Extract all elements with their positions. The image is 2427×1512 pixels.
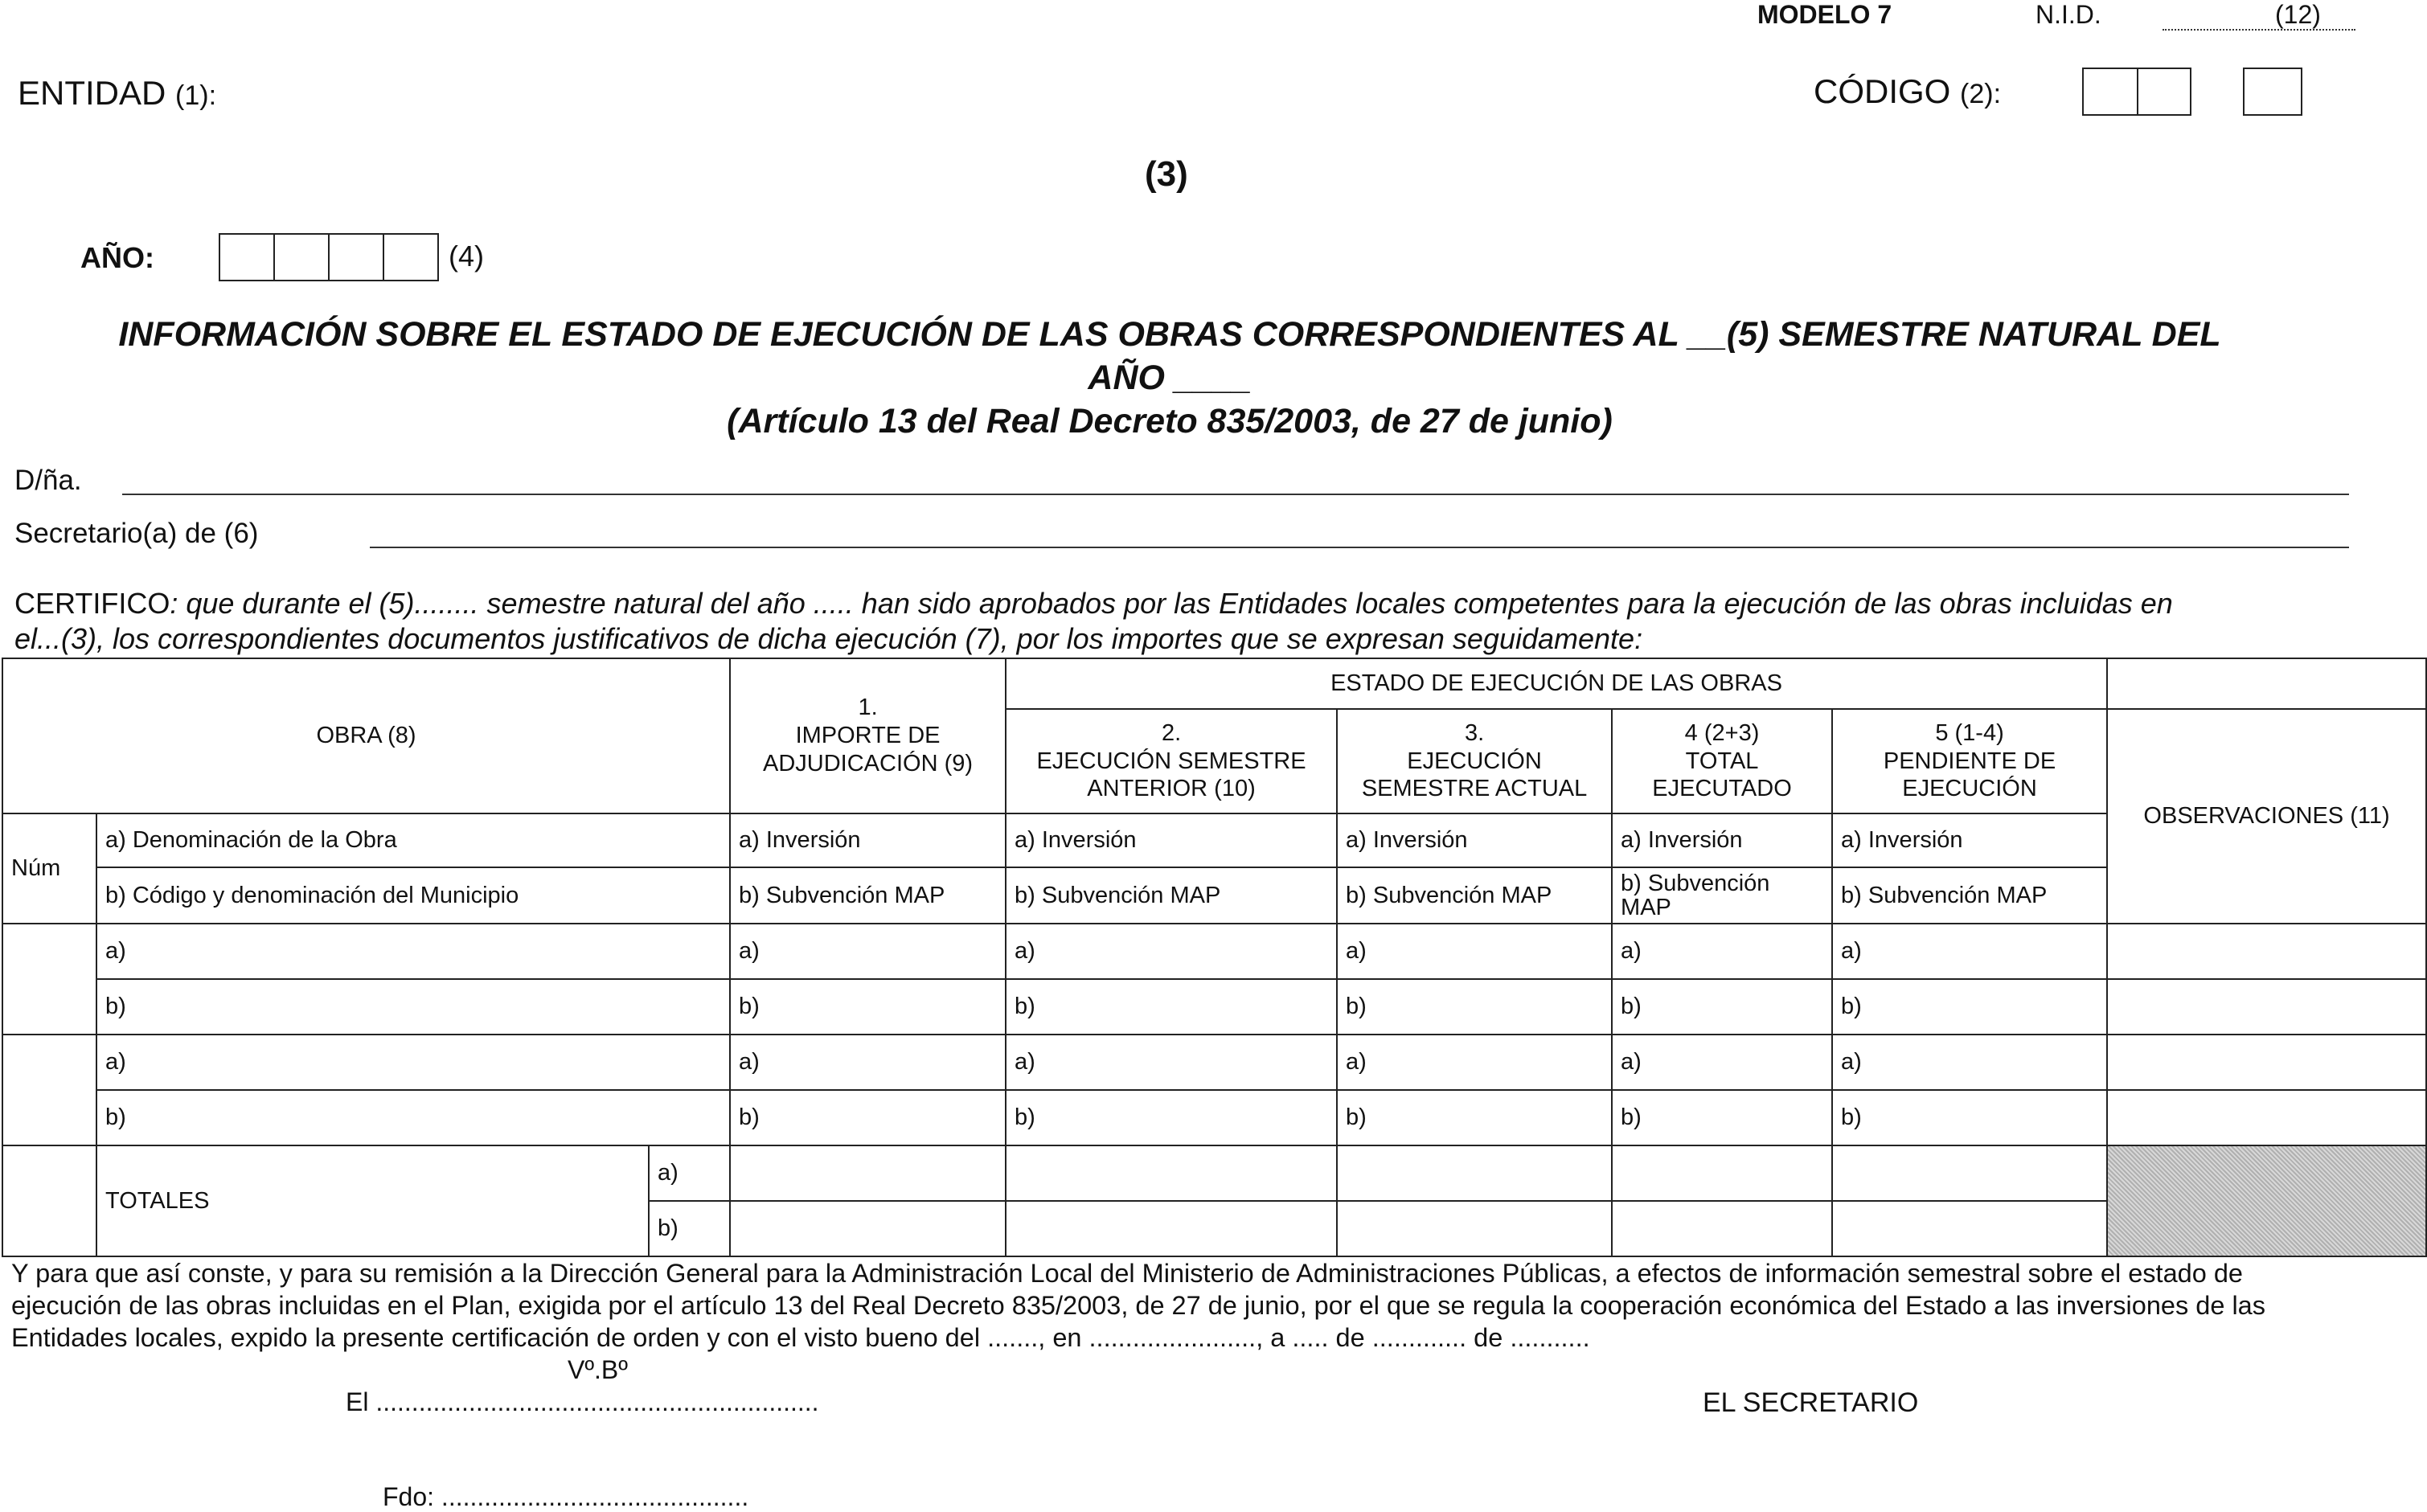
subvencion-header: b) Subvención MAP: [1006, 867, 1337, 924]
secretario-label: Secretario(a) de (6): [14, 518, 259, 549]
nid-label: N.I.D.: [2035, 0, 2101, 29]
entry-a-cell[interactable]: a): [96, 1035, 730, 1090]
entry-a-cell[interactable]: a): [1006, 1035, 1337, 1090]
works-table: [2, 658, 2427, 1257]
title-line-2: AÑO ____: [1088, 359, 1252, 397]
estado-header: ESTADO DE EJECUCIÓN DE LAS OBRAS: [1006, 658, 2107, 709]
importe-header: 1. IMPORTE DE ADJUDICACIÓN (9): [730, 658, 1006, 813]
totales-number-cell: [2, 1145, 96, 1256]
entry-a-cell[interactable]: a): [730, 924, 1006, 979]
totales-b-cell[interactable]: [1612, 1201, 1832, 1256]
obra-header: OBRA (8): [2, 658, 730, 813]
ano-field[interactable]: [219, 233, 439, 281]
ano-label: AÑO:: [80, 241, 154, 274]
totales-a-cell[interactable]: [1337, 1145, 1612, 1201]
entry-number-cell[interactable]: [2, 924, 96, 1035]
ano-ref: (4): [449, 240, 484, 272]
ejecucion-actual-header: 3. EJECUCIÓN SEMESTRE ACTUAL: [1337, 709, 1612, 813]
entry-b-cell[interactable]: b): [730, 979, 1006, 1035]
secretario-field[interactable]: [370, 547, 2349, 548]
entry-a-cell[interactable]: a): [1337, 924, 1612, 979]
nid-field[interactable]: [2163, 29, 2355, 31]
codigo-box-2[interactable]: [2243, 68, 2302, 116]
codigo-municipio-header: b) Código y denominación del Municipio: [96, 867, 730, 924]
entry-a-cell[interactable]: a): [1337, 1035, 1612, 1090]
totales-a-cell[interactable]: [1612, 1145, 1832, 1201]
entry-observaciones-cell[interactable]: [2107, 979, 2426, 1035]
ejecucion-anterior-header: 2. EJECUCIÓN SEMESTRE ANTERIOR (10): [1006, 709, 1337, 813]
title-line-1: INFORMACIÓN SOBRE EL ESTADO DE EJECUCIÓN DE LAS OBRAS CORRESPONDIENTES AL __(5) SEMESTRE NATURAL DEL: [118, 315, 2221, 354]
entry-a-cell[interactable]: a): [730, 1035, 1006, 1090]
totales-b-label: b): [649, 1201, 730, 1256]
codigo-label: CÓDIGO (2):: [1814, 72, 2002, 110]
subvencion-header: b) Subvención MAP: [1337, 867, 1612, 924]
entry-b-cell[interactable]: b): [1006, 979, 1337, 1035]
totales-label: TOTALES: [96, 1145, 649, 1256]
totales-a-cell[interactable]: [730, 1145, 1006, 1201]
entry-b-cell[interactable]: b): [1612, 979, 1832, 1035]
entry-observaciones-cell[interactable]: [2107, 1035, 2426, 1090]
nid-ref: (12): [2275, 0, 2321, 29]
codigo-box-1[interactable]: [2082, 68, 2191, 116]
inversion-header: a) Inversión: [1612, 813, 1832, 867]
pendiente-header: 5 (1-4) PENDIENTE DE EJECUCIÓN: [1832, 709, 2107, 813]
totales-a-cell[interactable]: [1006, 1145, 1337, 1201]
totales-a-cell[interactable]: [1832, 1145, 2107, 1201]
entry-a-cell[interactable]: a): [1832, 924, 2107, 979]
entry-a-cell[interactable]: a): [1832, 1035, 2107, 1090]
footer-line-1: Y para que así conste, y para su remisión a la Dirección General para la Administración Local del Ministerio de Administraciones Públicas, a efectos de información semestral sobre el estado de: [11, 1259, 2243, 1288]
inversion-header: a) Inversión: [1006, 813, 1337, 867]
entry-a-cell[interactable]: a): [1612, 1035, 1832, 1090]
entry-a-cell[interactable]: a): [1006, 924, 1337, 979]
totales-b-cell[interactable]: [730, 1201, 1006, 1256]
dna-label: D/ña.: [14, 465, 82, 496]
totales-b-cell[interactable]: [1006, 1201, 1337, 1256]
inversion-header: a) Inversión: [1337, 813, 1612, 867]
certifico-line-2: el...(3), los correspondientes documentos justificativos de dicha ejecución (7), por los importes que se expresan seguidamente:: [14, 622, 1643, 655]
subvencion-header: b) Subvención MAP: [730, 867, 1006, 924]
entry-b-cell[interactable]: b): [1006, 1090, 1337, 1145]
fdo-signature[interactable]: Fdo: ...........................................: [383, 1482, 749, 1511]
entry-a-cell[interactable]: a): [1612, 924, 1832, 979]
totales-b-cell[interactable]: [1832, 1201, 2107, 1256]
entry-b-cell[interactable]: b): [1832, 979, 2107, 1035]
model-number: MODELO 7: [1757, 0, 1892, 29]
entry-observaciones-cell[interactable]: [2107, 924, 2426, 979]
num-header: Núm: [2, 813, 96, 924]
denominacion-header: a) Denominación de la Obra: [96, 813, 730, 867]
signature-el[interactable]: El ..............................................................: [346, 1387, 819, 1416]
entry-b-cell[interactable]: b): [730, 1090, 1006, 1145]
entry-a-cell[interactable]: a): [96, 924, 730, 979]
totales-b-cell[interactable]: [1337, 1201, 1612, 1256]
entry-b-cell[interactable]: b): [1612, 1090, 1832, 1145]
title-line-3: (Artículo 13 del Real Decreto 835/2003, de 27 de junio): [727, 402, 1613, 440]
inversion-header: a) Inversión: [730, 813, 1006, 867]
entry-observaciones-cell[interactable]: [2107, 1090, 2426, 1145]
entidad-label: ENTIDAD (1):: [18, 74, 217, 112]
dna-field[interactable]: [122, 494, 2349, 495]
entry-b-cell[interactable]: b): [1337, 979, 1612, 1035]
subvencion-header: b) Subvención MAP: [1832, 867, 2107, 924]
entry-number-cell[interactable]: [2, 1035, 96, 1145]
entry-b-cell[interactable]: b): [1337, 1090, 1612, 1145]
subvencion-header: b) Subvención MAP: [1612, 867, 1832, 924]
observaciones-top-cell: [2107, 658, 2426, 709]
entry-b-cell[interactable]: b): [96, 979, 730, 1035]
vobo-label: Vº.Bº: [568, 1355, 628, 1384]
section-ref: (3): [1145, 154, 1188, 194]
footer-line-3: Entidades locales, expido la presente certificación de orden y con el visto bueno del ......., en ......................., a ..... de ............. de ...........: [11, 1323, 1590, 1352]
observaciones-header: OBSERVACIONES (11): [2107, 709, 2426, 924]
certifico-line-1: CERTIFICO: que durante el (5)........ semestre natural del año ..... han sido aprobados por las Entidades locales competentes para la ejecución de las obras incluidas en: [14, 587, 2173, 620]
entry-b-cell[interactable]: b): [96, 1090, 730, 1145]
entry-b-cell[interactable]: b): [1832, 1090, 2107, 1145]
totales-a-label: a): [649, 1145, 730, 1201]
inversion-header: a) Inversión: [1832, 813, 2107, 867]
total-ejecutado-header: 4 (2+3) TOTAL EJECUTADO: [1612, 709, 1832, 813]
secretario-signature-label: EL SECRETARIO: [1703, 1387, 1919, 1418]
footer-line-2: ejecución de las obras incluidas en el Plan, exigida por el artículo 13 del Real Decreto 835/2003, de 27 de junio, por el que se regula la cooperación económica del Estado a las inversiones de las: [11, 1291, 2265, 1320]
totales-shaded-cell: [2107, 1145, 2426, 1256]
